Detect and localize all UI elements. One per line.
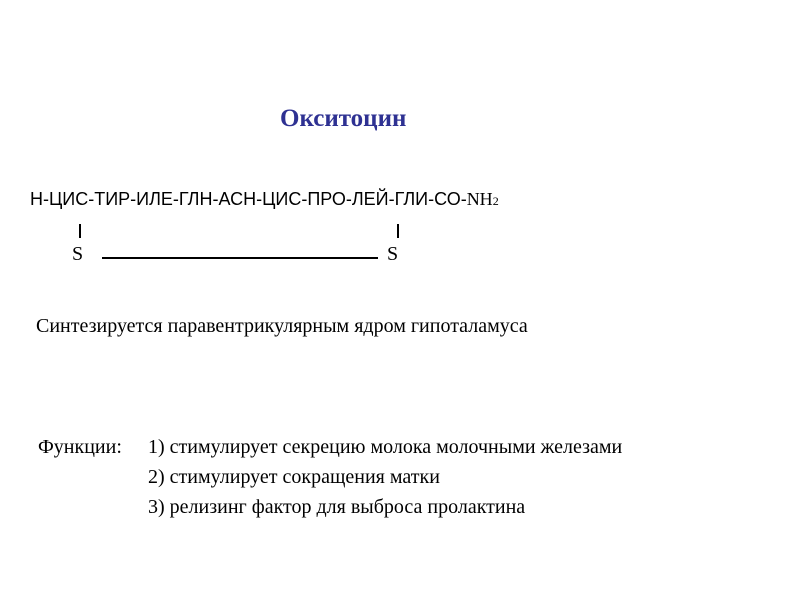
- terminal-group-letters: NH: [466, 189, 493, 209]
- functions-label: Функции:: [38, 436, 122, 458]
- oxytocin-formula: [30, 189, 499, 210]
- synthesis-text: Синтезируется паравентрикулярным ядром гипоталамуса: [36, 315, 528, 337]
- sulfur-left: S: [72, 243, 84, 265]
- bond-tick-left: [79, 224, 81, 238]
- disulfide-bridge-line: [102, 257, 378, 259]
- sulfur-right: S: [387, 243, 399, 265]
- slide-title: Окситоцин: [280, 105, 407, 132]
- function-item: 1) стимулирует секрецию молока молочными железами: [148, 436, 623, 458]
- terminal-group-subscript: 2: [492, 194, 499, 208]
- formula-terminal-group: [467, 189, 499, 209]
- function-item: 3) релизинг фактор для выброса пролактина: [148, 496, 526, 518]
- formula-chain: Н-ЦИС-ТИР-ИЛЕ-ГЛН-АСН-ЦИС-ПРО-ЛЕЙ-ГЛИ-СО-: [30, 189, 467, 209]
- function-item: 2) стимулирует сокращения матки: [148, 466, 440, 488]
- bond-tick-right: [397, 224, 399, 238]
